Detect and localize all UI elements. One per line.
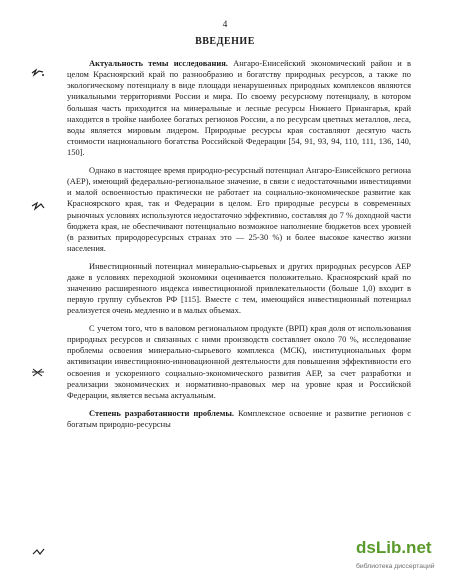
- dslib-logo-row: [354, 535, 446, 561]
- dslib-watermark: [354, 535, 446, 577]
- paragraph-text: Инвестиционный потенциал минерально-сырьевых и других природных ресурсов АЕР даже в условиях переходной экономики оценивается положительно. Красноярский край по значению расширенного индекса инвестиционной привлекательности (больше 1,0) входит в первую группу субъектов РФ [115]. Вместе с тем, имеющийся инвестиционный потенциал реализуется очень медленно и в малых объемах.: [67, 260, 411, 316]
- margin-scribble-icon: [30, 366, 46, 378]
- margin-scribble-icon: [30, 546, 46, 558]
- paragraph-lead: Степень разработанности проблемы.: [89, 407, 235, 418]
- paragraph-lead: Актуальность темы исследования.: [89, 58, 228, 68]
- paragraph-text: С учетом того, что в валовом региональном продукте (ВРП) края доля от использования природных ресурсов и связанных с ними производств составляет около 70 %, исследование проблемы освоения минерально-сырьевого комплекса (МСК), институциональных форм активизации инвестиционно-инновационной деятельности для повышения эффективности его освоения и ускоренного социально-экономического развития АЕР, за счет разработки и реализации экономических и нормативно-правовых мер на уровне края и Российской Федерации, является весьма актуальным.: [67, 322, 411, 400]
- paragraph-grp: [67, 323, 411, 401]
- paragraph-text: Комплексное освоение и развитие регионов с богатым природно-ресурсны: [67, 407, 411, 429]
- margin-scribble-icon: [30, 66, 46, 78]
- paragraph-potential: [67, 165, 411, 254]
- paragraph-relevance: [67, 58, 411, 158]
- page-heading: ВВЕДЕНИЕ: [195, 36, 255, 47]
- page-number: 4: [222, 20, 228, 30]
- paragraph-text: Однако в настоящее время природно-ресурсный потенциал Ангаро-Енисейского региона (АЕР), имеющий федерально-региональное значение, в связи с недостаточными инвестициями и малой освоенностью практически не работает на социально-экономическое развитие как Красноярского края, так и Федерации в целом. Его природные ресурсы в современных рыночных условиях используются недостаточно эффективно, составляя до 7 % доходной части бюджета края, не обеспечивают потенциально возможное наполнение бюджетов всех уровней (в развитых природоресурсных странах это — 25-30 %) и более высокое качество жизни населения.: [67, 164, 411, 253]
- body-text: [67, 58, 411, 430]
- margin-scribble-icon: [30, 200, 46, 212]
- paragraph-investment: [67, 261, 411, 317]
- dslib-wordmark: dsLib.net: [356, 538, 432, 557]
- dslib-caption: библиотека диссертаций: [356, 563, 435, 570]
- paragraph-development: [67, 408, 411, 430]
- paragraph-text: Ангаро-Енисейский экономический район и в целом Красноярский край по разнообразию и богатству природных ресурсов, а также по экологическому потенциалу в виде площади ненарушенных природных комплексов являются уникальными территориями России и мира. По своему ресурсному потенциалу, в котором большая часть приходится на минеральные и лесные ресурсы Нижнего Приангарья, край находится в тройке наиболее богатых регионов России, а по ресурсам цветных металлов, леса, воды является мировым лидером. Природные ресурсы края составляют десятую часть стоимости национального богатства Российской Федерации [54, 91, 93, 94, 110, 111, 136, 140, 150].: [67, 58, 411, 158]
